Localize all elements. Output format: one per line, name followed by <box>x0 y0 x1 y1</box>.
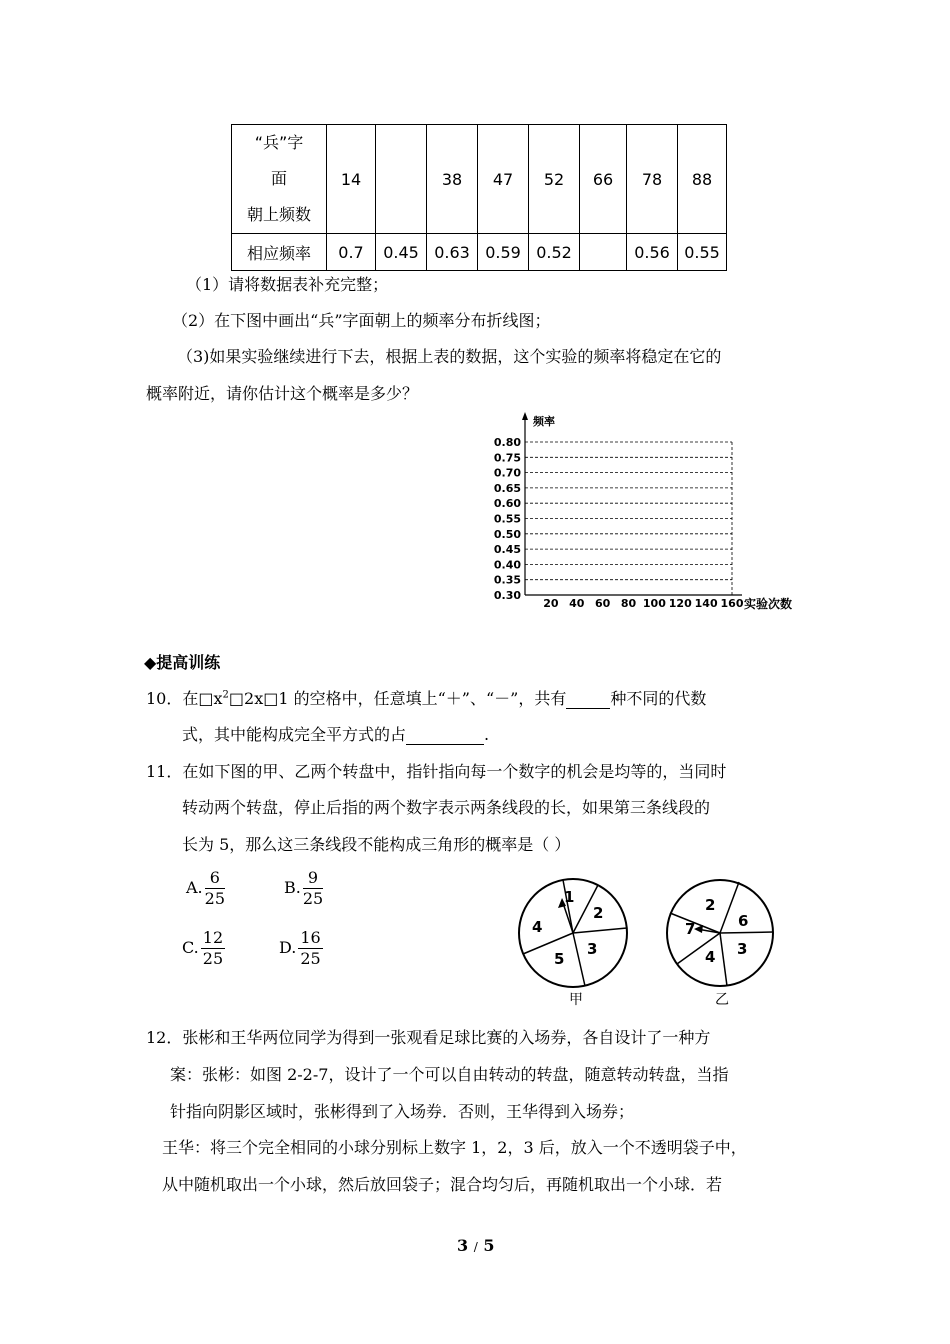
y-axis-arrow <box>522 412 528 420</box>
sector-divider <box>523 933 573 954</box>
table-cell: 14 <box>327 125 376 234</box>
question-3-line2: 概率附近，请你估计这个概率是多少？ <box>146 384 419 403</box>
question-12-line1: 12．张彬和王华两位同学为得到一张观看足球比赛的入场券，各自设计了一种方 <box>146 1028 711 1047</box>
x-tick-label: 20 <box>543 597 559 610</box>
question-1: （1）请将数据表补充完整； <box>186 275 389 294</box>
option-b[interactable] <box>284 868 323 909</box>
fraction <box>303 868 323 909</box>
table-cell: 0.55 <box>678 234 727 271</box>
spinner-label: 乙 <box>715 992 729 1008</box>
q10-text-e: . <box>484 725 490 744</box>
sector-divider <box>720 932 773 933</box>
question-11-line2: 转动两个转盘，停止后指的两个数字表示两条线段的长，如果第三条线段的 <box>182 798 711 817</box>
q10-superscript: 2 <box>222 689 229 701</box>
sector-number: 5 <box>554 950 565 968</box>
sector-divider <box>573 933 585 986</box>
answer-blank[interactable] <box>566 689 610 709</box>
question-10-line1 <box>146 686 706 709</box>
question-12-line3: 针指向阴影区域时，张彬得到了入场券．否则，王华得到入场券； <box>170 1102 635 1121</box>
table-cell: 78 <box>627 125 678 234</box>
table-header-cell <box>232 125 327 234</box>
y-tick-label: 0.80 <box>493 436 521 449</box>
header-line: 朝上频数 <box>246 205 311 224</box>
question-11-line3: 长为 5，那么这三条线段不能构成三角形的概率是（ ） <box>182 835 571 854</box>
frequency-table <box>231 124 727 271</box>
table-cell: 66 <box>580 125 627 234</box>
question-12-line2: 案：张彬：如图 2-2-7，设计了一个可以自由转动的转盘，随意转动转盘，当指 <box>170 1065 729 1084</box>
x-tick-label: 60 <box>594 597 611 610</box>
q10-text-a: 10．在□x <box>146 689 223 708</box>
option-label: B. <box>284 878 301 897</box>
option-label: C. <box>182 938 199 957</box>
table-row <box>232 234 727 271</box>
sector-number: 3 <box>587 940 598 958</box>
x-tick-label: 100 <box>642 597 666 610</box>
spinner-jia <box>513 876 637 1008</box>
table-cell <box>580 234 627 271</box>
question-10-line2 <box>182 722 489 745</box>
option-d[interactable] <box>279 928 323 969</box>
denominator: 25 <box>302 889 324 908</box>
fraction <box>201 928 225 969</box>
sector-divider <box>720 882 739 933</box>
table-cell: 0.7 <box>327 234 376 271</box>
y-tick-label: 0.55 <box>493 512 521 526</box>
fraction <box>205 868 225 909</box>
sector-number: 7 <box>685 920 696 938</box>
page-number <box>457 1236 494 1255</box>
q10-text-b: □2x□1 的空格中，任意填上“＋”、“－”，共有 <box>228 689 567 708</box>
q10-text-c: 种不同的代数 <box>610 689 707 708</box>
fraction <box>298 928 322 969</box>
page-separator: / <box>473 1240 478 1254</box>
y-tick-label: 0.60 <box>493 497 521 511</box>
x-tick-label: 40 <box>569 597 585 610</box>
x-axis-label: 实验次数 <box>744 597 793 611</box>
table-cell: 47 <box>478 125 529 234</box>
y-tick-label: 0.30 <box>493 589 521 602</box>
table-cell: 0.56 <box>627 234 678 271</box>
question-12-line4: 王华：将三个完全相同的小球分别标上数字 1，2，3 后，放入一个不透明袋子中， <box>162 1138 747 1157</box>
y-tick-label: 0.75 <box>493 451 521 465</box>
sector-number: 3 <box>737 940 748 958</box>
sector-number: 4 <box>532 918 543 936</box>
y-tick-label: 0.35 <box>493 573 521 587</box>
question-12-line5: 从中随机取出一个小球，然后放回袋子；混合均匀后，再随机取出一个小球．若 <box>162 1175 723 1194</box>
x-tick-label: 80 <box>620 597 637 610</box>
sector-number: 6 <box>738 912 749 930</box>
answer-blank[interactable] <box>406 725 484 745</box>
sector-divider <box>720 933 727 986</box>
y-tick-label: 0.45 <box>493 543 521 557</box>
table-cell: 0.52 <box>529 234 580 271</box>
header-line: “兵”字 <box>254 133 304 152</box>
y-tick-label: 0.50 <box>493 527 521 541</box>
current-page: 3 <box>457 1236 469 1255</box>
frequency-chart <box>485 410 815 615</box>
spinner-yi <box>661 876 785 1008</box>
denominator: 25 <box>202 949 224 968</box>
y-tick-label: 0.70 <box>493 466 521 480</box>
y-tick-label: 0.40 <box>493 558 521 572</box>
denominator: 25 <box>204 889 225 908</box>
table-header-cell: 相应频率 <box>232 234 327 271</box>
y-tick-label: 0.65 <box>493 481 521 495</box>
table-cell: 52 <box>529 125 580 234</box>
denominator: 25 <box>300 949 321 968</box>
option-a[interactable] <box>186 868 225 909</box>
table-row <box>232 125 727 234</box>
sector-number: 2 <box>705 896 716 914</box>
total-pages: 5 <box>483 1236 495 1255</box>
sector-divider <box>573 928 627 933</box>
table-cell: 0.45 <box>376 234 427 271</box>
question-11-line1: 11．在如下图的甲、乙两个转盘中，指针指向每一个数字的机会是均等的，当同时 <box>146 762 727 781</box>
x-tick-label: 140 <box>694 597 718 610</box>
table-cell: 88 <box>678 125 727 234</box>
table-cell: 38 <box>427 125 478 234</box>
y-axis-label: 频率 <box>533 415 555 428</box>
option-c[interactable] <box>182 928 225 969</box>
numerator: 12 <box>202 928 224 947</box>
question-3-line1: （3)如果实验继续进行下去，根据上表的数据，这个实验的频率将稳定在它的 <box>177 347 722 366</box>
question-2: （2）在下图中画出“兵”字面朝上的频率分布折线图； <box>172 311 551 330</box>
header-line: 面 <box>270 169 287 188</box>
section-title: ◆提高训练 <box>144 653 221 672</box>
sector-number: 4 <box>705 948 716 966</box>
spinner-label: 甲 <box>569 992 583 1008</box>
numerator: 16 <box>300 928 321 947</box>
table-cell: 0.59 <box>478 234 529 271</box>
numerator: 9 <box>303 868 323 889</box>
option-label: D. <box>279 938 297 957</box>
numerator: 6 <box>205 868 225 889</box>
table-cell <box>376 125 427 234</box>
x-tick-label: 160 <box>720 597 744 610</box>
sector-number: 1 <box>564 888 575 906</box>
option-label: A. <box>186 878 203 897</box>
sector-number: 2 <box>593 904 604 922</box>
x-tick-label: 120 <box>668 597 692 610</box>
q10-text-d: 式，其中能构成完全平方式的占 <box>182 725 407 744</box>
table-cell: 0.63 <box>427 234 478 271</box>
